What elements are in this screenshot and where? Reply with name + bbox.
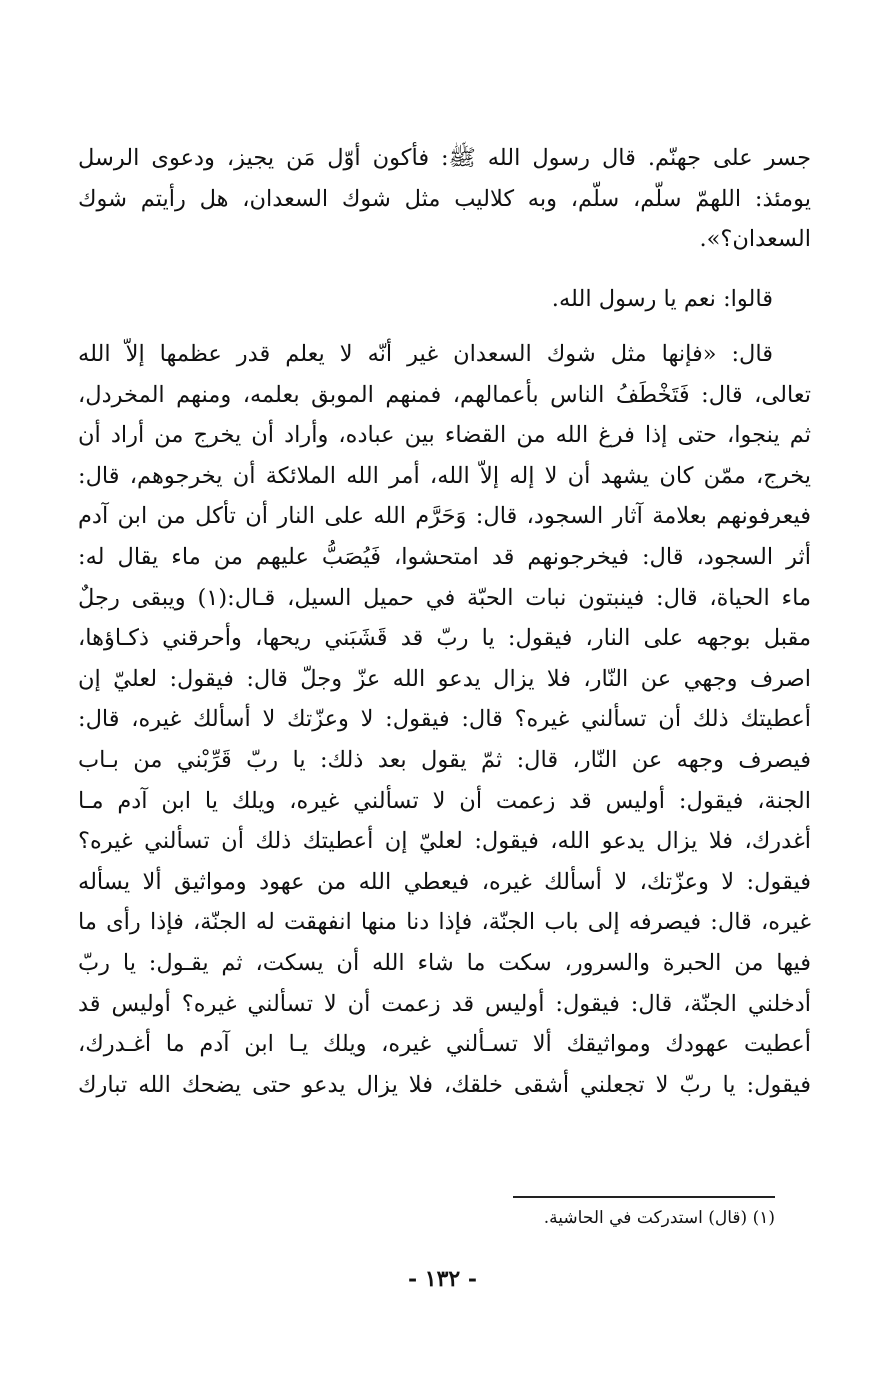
footnote: (١) (قال) استدركت في الحاشية.	[543, 1208, 775, 1228]
text-line: أعطيتك ذلك أن تسألني غيره؟ قال: فيقول: لا وعزّتك لا أسألك غيره، قال:	[78, 706, 811, 733]
text-line: ماء الحياة، قال: فينبتون نبات الحبّة في حميل السيل، قـال:(١) ويبقى رجلٌ	[78, 584, 811, 611]
text-line: السعدان؟».	[699, 226, 811, 253]
text-line: الجنة، فيقول: أوليس قد زعمت أن لا تسألني غيره، ويلك يا ابن آدم مـا	[78, 787, 811, 814]
paragraph-companions-reply	[78, 279, 811, 320]
text-line: أثر السجود، قال: فيخرجونهم قد امتحشوا، فَيُصَبُّ عليهم من ماء يقال له:	[78, 543, 811, 570]
paragraph-hadith-opening	[78, 138, 811, 260]
text-line: يومئذ: اللهمّ سلّم، سلّم، وبه كلاليب مثل شوك السعدان، هل رأيتم شوك	[78, 185, 811, 212]
text-line: أعطيت عهودك ومواثيقك ألا تسـألني غيره، ويلك يـا ابن آدم ما أغـدرك،	[78, 1031, 811, 1058]
text-line: اصرف وجهي عن النّار، فلا يزال يدعو الله عزّ وجلّ قال: فيقول: لعليّ إن	[78, 665, 811, 692]
page-number: - ١٣٢ -	[407, 1266, 478, 1292]
text-line: فيقول: لا وعزّتك، لا أسألك غيره، فيعطي الله من عهود ومواثيق ألا يسأله	[78, 868, 811, 895]
text-line: جسر على جهنّم. قال رسول الله ﷺ: فأكون أوّل مَن يجيز، ودعوى الرسل	[78, 145, 811, 171]
text-line: تعالى، قال: فَتَخْطَفُ الناس بأعمالهم، فمنهم الموبق بعلمه، ومنهم المخردل،	[78, 381, 811, 408]
text-line: يخرج، ممّن كان يشهد أن لا إله إلاّ الله، أمر الله الملائكة أن يخرجوهم، قال:	[78, 462, 811, 489]
text-line: غيره، قال: فيصرفه إلى باب الجنّة، فإذا دنا منها انفهقت له الجنّة، فإذا رأى ما	[78, 909, 811, 936]
text-line: أغدرك، فلا يزال يدعو الله، فيقول: لعليّ إن أعطيتك ذلك أن تسألني غيره؟	[78, 828, 811, 855]
text-line: أدخلني الجنّة، قال: فيقول: أوليس قد زعمت أن لا تسألني غيره؟ أوليس قد	[78, 990, 811, 1017]
text-line: فيعرفونهم بعلامة آثار السجود، قال: وَحَرَّم الله على النار أن تأكل من ابن آدم	[78, 503, 811, 530]
text-line: فيقول: يا ربّ لا تجعلني أشقى خلقك، فلا يزال يدعو حتى يضحك الله تبارك	[78, 1071, 811, 1098]
text-line: فيها من الحبرة والسرور، سكت ما شاء الله أن يسكت، ثم يقـول: يا ربّ	[78, 949, 811, 976]
footnote-divider	[513, 1196, 775, 1198]
text-line: مقبل بوجهه على النار، فيقول: يا ربّ قد قَشَبَني ريحها، وأحرقني ذكـاؤها،	[78, 625, 811, 652]
text-line: قال: «فإنها مثل شوك السعدان غير أنّه لا يعلم قدر عظمها إلاّ الله	[78, 341, 773, 367]
text-line: فيصرف وجهه عن النّار، قال: ثمّ يقول بعد ذلك: يا ربّ قَرِّبْني من بـاب	[78, 746, 811, 773]
text-line: قالوا: نعم يا رسول الله.	[551, 286, 773, 312]
paragraph-hadith-body	[78, 334, 811, 1105]
text-line: ثم ينجوا، حتى إذا فرغ الله من القضاء بين عباده، وأراد أن يخرج من أراد أن	[78, 422, 811, 449]
